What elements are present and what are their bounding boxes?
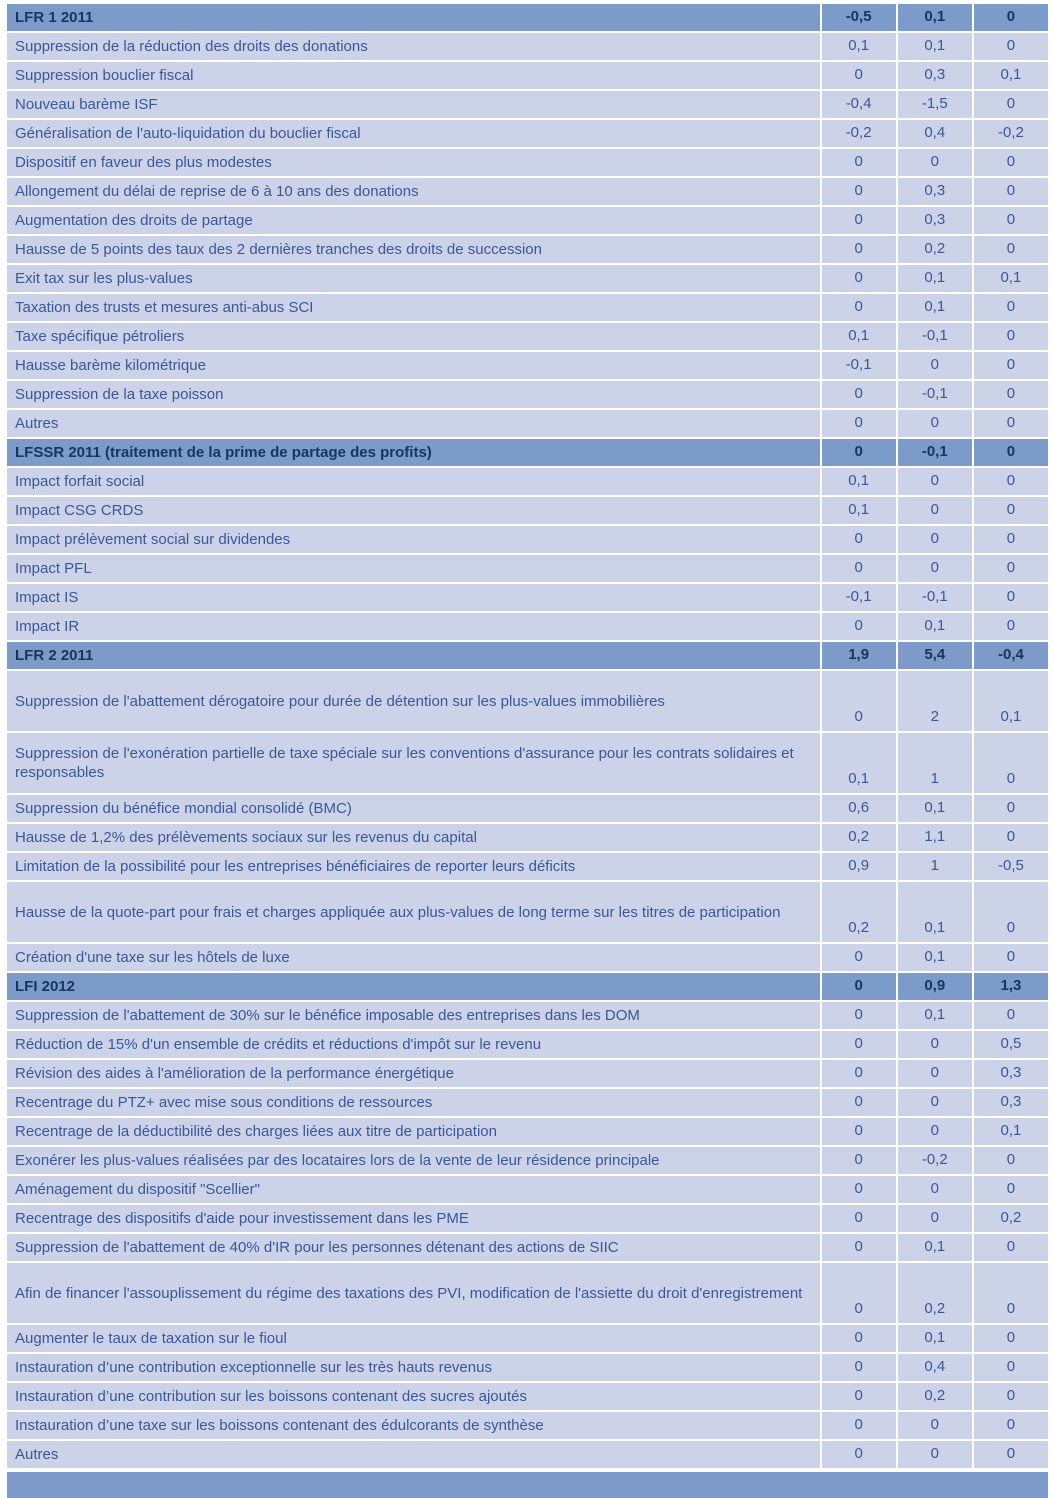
measure-label: Suppression de l'abattement dérogatoire pour durée de détention sur les plus-values immobilières — [7, 671, 820, 731]
section-header-row — [7, 642, 1048, 669]
measure-label: Taxe spécifique pétroliers — [7, 323, 820, 350]
value-cell: 0,1 — [896, 4, 972, 31]
value-cell: 0 — [972, 294, 1048, 321]
value-cell: 0 — [820, 1002, 896, 1029]
value-cell: 0 — [972, 236, 1048, 263]
value-cell: 0,1 — [896, 882, 972, 942]
value-cell: 0 — [896, 1205, 972, 1232]
table-row — [7, 352, 1048, 379]
value-cell: 0,1 — [896, 265, 972, 292]
value-cell: 0 — [896, 526, 972, 553]
value-cell: 0 — [972, 1412, 1048, 1439]
measure-label: Impact IR — [7, 613, 820, 640]
value-cell: 0,3 — [972, 1060, 1048, 1087]
value-cell: 0 — [820, 973, 896, 1000]
value-cell: 0,6 — [820, 795, 896, 822]
fiscal-measures-table — [7, 2, 1048, 1470]
value-cell: 0 — [972, 178, 1048, 205]
value-cell: 0,1 — [820, 733, 896, 793]
value-cell: 0 — [896, 1441, 972, 1468]
measure-label: Recentrage du PTZ+ avec mise sous conditions de ressources — [7, 1089, 820, 1116]
table-row — [7, 1441, 1048, 1468]
value-cell: 0,1 — [896, 294, 972, 321]
measure-label: Aménagement du dispositif "Scellier" — [7, 1176, 820, 1203]
measure-label: Suppression de l'abattement de 40% d'IR pour les personnes détenant des actions de SIIC — [7, 1234, 820, 1261]
measure-label: Limitation de la possibilité pour les entreprises bénéficiaires de reporter leurs déficits — [7, 853, 820, 880]
value-cell: 0 — [896, 1176, 972, 1203]
value-cell: 0,9 — [820, 853, 896, 880]
value-cell: -0,1 — [896, 381, 972, 408]
measure-label: Augmentation des droits de partage — [7, 207, 820, 234]
measure-label: Suppression de la taxe poisson — [7, 381, 820, 408]
value-cell: 0 — [820, 236, 896, 263]
value-cell: 5,4 — [896, 642, 972, 669]
value-cell: 0 — [972, 323, 1048, 350]
value-cell: 1,1 — [896, 824, 972, 851]
value-cell: 0 — [972, 1354, 1048, 1381]
value-cell: 0,4 — [896, 120, 972, 147]
value-cell: 0 — [972, 1234, 1048, 1261]
fiscal-measures-table-container — [7, 2, 1048, 1498]
table-row — [7, 795, 1048, 822]
value-cell: -0,4 — [972, 642, 1048, 669]
value-cell: 2 — [896, 671, 972, 731]
measure-label: Suppression de la réduction des droits des donations — [7, 33, 820, 60]
value-cell: 0 — [972, 33, 1048, 60]
table-row — [7, 1147, 1048, 1174]
value-cell: 0 — [820, 149, 896, 176]
value-cell: 0 — [896, 1060, 972, 1087]
table-row — [7, 733, 1048, 793]
value-cell: 0 — [972, 352, 1048, 379]
section-title: LFI 2012 — [7, 973, 820, 1000]
truncated-section-header-row — [7, 1472, 1048, 1498]
value-cell: -0,1 — [820, 352, 896, 379]
measure-label: Augmenter le taux de taxation sur le fioul — [7, 1325, 820, 1352]
value-cell: 0 — [972, 410, 1048, 437]
section-header-row — [7, 4, 1048, 31]
value-cell: 0 — [896, 1412, 972, 1439]
table-row — [7, 1325, 1048, 1352]
measure-label: Impact forfait social — [7, 468, 820, 495]
table-row — [7, 555, 1048, 582]
value-cell: 0 — [972, 555, 1048, 582]
value-cell: 0,1 — [896, 944, 972, 971]
value-cell: 0 — [896, 352, 972, 379]
value-cell: 0 — [820, 613, 896, 640]
value-cell: 0,2 — [820, 824, 896, 851]
table-row — [7, 497, 1048, 524]
value-cell: -0,5 — [820, 4, 896, 31]
value-cell: 0 — [896, 555, 972, 582]
value-cell: 0 — [820, 1031, 896, 1058]
value-cell: 0,4 — [896, 1354, 972, 1381]
value-cell: 0 — [820, 294, 896, 321]
value-cell: 0 — [896, 1118, 972, 1145]
table-row — [7, 671, 1048, 731]
table-row — [7, 1118, 1048, 1145]
measure-label: Hausse de 1,2% des prélèvements sociaux sur les revenus du capital — [7, 824, 820, 851]
table-row — [7, 613, 1048, 640]
table-row — [7, 1354, 1048, 1381]
value-cell: 0,2 — [896, 1263, 972, 1323]
value-cell: 0 — [820, 1118, 896, 1145]
table-row — [7, 323, 1048, 350]
value-cell: 0 — [820, 1234, 896, 1261]
table-row — [7, 1383, 1048, 1410]
value-cell: -0,2 — [820, 120, 896, 147]
measure-label: Hausse barème kilométrique — [7, 352, 820, 379]
value-cell: 0 — [972, 824, 1048, 851]
measure-label: Exonérer les plus-values réalisées par des locataires lors de la vente de leur résidence principale — [7, 1147, 820, 1174]
section-title: LFSSR 2011 (traitement de la prime de partage des profits) — [7, 439, 820, 466]
value-cell: -0,2 — [896, 1147, 972, 1174]
table-row — [7, 91, 1048, 118]
value-cell: 0 — [820, 1205, 896, 1232]
value-cell: 0,1 — [896, 1002, 972, 1029]
value-cell: 0,2 — [896, 1383, 972, 1410]
value-cell: 0 — [820, 410, 896, 437]
value-cell: 0,3 — [896, 62, 972, 89]
value-cell: 0 — [972, 1325, 1048, 1352]
value-cell: 0 — [820, 207, 896, 234]
value-cell: 0,2 — [896, 236, 972, 263]
value-cell: 0,1 — [820, 323, 896, 350]
section-header-row — [7, 439, 1048, 466]
measure-label: Instauration d’une contribution sur les boissons contenant des sucres ajoutés — [7, 1383, 820, 1410]
measure-label: Taxation des trusts et mesures anti-abus SCI — [7, 294, 820, 321]
table-row — [7, 178, 1048, 205]
value-cell: 0 — [972, 439, 1048, 466]
table-row — [7, 1234, 1048, 1261]
value-cell: 0 — [972, 91, 1048, 118]
table-row — [7, 149, 1048, 176]
value-cell: 0 — [972, 468, 1048, 495]
value-cell: -0,1 — [896, 439, 972, 466]
measure-label: Autres — [7, 410, 820, 437]
value-cell: 0,2 — [820, 882, 896, 942]
value-cell: 0,1 — [972, 671, 1048, 731]
value-cell: -1,5 — [896, 91, 972, 118]
measure-label: Recentrage de la déductibilité des charges liées aux titre de participation — [7, 1118, 820, 1145]
value-cell: 0 — [972, 1176, 1048, 1203]
table-row — [7, 1176, 1048, 1203]
measure-label: Hausse de 5 points des taux des 2 dernières tranches des droits de succession — [7, 236, 820, 263]
table-row — [7, 1089, 1048, 1116]
value-cell: 0 — [972, 584, 1048, 611]
measure-label: Généralisation de l'auto-liquidation du bouclier fiscal — [7, 120, 820, 147]
measure-label: Réduction de 15% d'un ensemble de crédits et réductions d'impôt sur le revenu — [7, 1031, 820, 1058]
value-cell: 1,3 — [972, 973, 1048, 1000]
value-cell: 0 — [820, 1325, 896, 1352]
measure-label: Création d'une taxe sur les hôtels de luxe — [7, 944, 820, 971]
value-cell: 0 — [820, 944, 896, 971]
table-row — [7, 265, 1048, 292]
value-cell: 0 — [972, 207, 1048, 234]
measure-label: Exit tax sur les plus-values — [7, 265, 820, 292]
value-cell: 0 — [972, 944, 1048, 971]
value-cell: 0,5 — [972, 1031, 1048, 1058]
value-cell: 0 — [896, 1031, 972, 1058]
value-cell: 0 — [972, 526, 1048, 553]
table-row — [7, 584, 1048, 611]
measure-label: Révision des aides à l'amélioration de la performance énergétique — [7, 1060, 820, 1087]
value-cell: 0,3 — [896, 207, 972, 234]
value-cell: 1,9 — [820, 642, 896, 669]
value-cell: -0,5 — [972, 853, 1048, 880]
value-cell: -0,2 — [972, 120, 1048, 147]
table-row — [7, 1263, 1048, 1323]
value-cell: 0 — [972, 497, 1048, 524]
value-cell: 1 — [896, 853, 972, 880]
value-cell: 0,9 — [896, 973, 972, 1000]
measure-label: Dispositif en faveur des plus modestes — [7, 149, 820, 176]
value-cell: 0,1 — [896, 795, 972, 822]
value-cell: 0 — [972, 381, 1048, 408]
value-cell: 0 — [972, 795, 1048, 822]
value-cell: 0 — [896, 1089, 972, 1116]
value-cell: 0,3 — [896, 178, 972, 205]
table-row — [7, 824, 1048, 851]
table-row — [7, 410, 1048, 437]
table-row — [7, 882, 1048, 942]
value-cell: 0 — [820, 265, 896, 292]
value-cell: 0 — [820, 555, 896, 582]
value-cell: -0,1 — [820, 584, 896, 611]
value-cell: 0,2 — [972, 1205, 1048, 1232]
measure-label: Suppression de l'abattement de 30% sur le bénéfice imposable des entreprises dans les DOM — [7, 1002, 820, 1029]
measure-label: Impact IS — [7, 584, 820, 611]
value-cell: 0 — [820, 1354, 896, 1381]
value-cell: 0 — [896, 468, 972, 495]
value-cell: 0,1 — [972, 1118, 1048, 1145]
value-cell: 0 — [972, 149, 1048, 176]
measure-label: Autres — [7, 1441, 820, 1468]
value-cell: 0 — [820, 178, 896, 205]
value-cell: 0,1 — [896, 1325, 972, 1352]
value-cell: -0,1 — [896, 584, 972, 611]
value-cell: -0,1 — [896, 323, 972, 350]
measure-label: Afin de financer l'assouplissement du régime des taxations des PVI, modification de l'assiette du droit d'enregistrement — [7, 1263, 820, 1323]
measure-label: Impact PFL — [7, 555, 820, 582]
value-cell: 0 — [972, 4, 1048, 31]
table-row — [7, 944, 1048, 971]
value-cell: 0,3 — [972, 1089, 1048, 1116]
value-cell: 0,1 — [820, 468, 896, 495]
value-cell: 0 — [820, 671, 896, 731]
value-cell: 0,1 — [820, 497, 896, 524]
measure-label: Instauration d’une contribution exceptionnelle sur les très hauts revenus — [7, 1354, 820, 1381]
value-cell: 0 — [820, 1383, 896, 1410]
value-cell: 0 — [820, 1263, 896, 1323]
value-cell: 0,1 — [896, 33, 972, 60]
value-cell: 0 — [972, 613, 1048, 640]
table-row — [7, 236, 1048, 263]
value-cell: 0 — [972, 1002, 1048, 1029]
value-cell: 0,1 — [972, 62, 1048, 89]
value-cell: 1 — [896, 733, 972, 793]
value-cell: -0,4 — [820, 91, 896, 118]
value-cell: 0 — [896, 149, 972, 176]
value-cell: 0 — [972, 882, 1048, 942]
table-row — [7, 1002, 1048, 1029]
measure-label: Impact CSG CRDS — [7, 497, 820, 524]
value-cell: 0,1 — [896, 613, 972, 640]
section-header-row — [7, 973, 1048, 1000]
table-row — [7, 853, 1048, 880]
measure-label: Nouveau barème ISF — [7, 91, 820, 118]
measure-label: Suppression de l'exonération partielle de taxe spéciale sur les conventions d'assurance pour les contrats solidaires et responsables — [7, 733, 820, 793]
measure-label: Suppression du bénéfice mondial consolidé (BMC) — [7, 795, 820, 822]
value-cell: 0 — [896, 497, 972, 524]
value-cell: 0 — [972, 733, 1048, 793]
section-title: LFR 2 2011 — [7, 642, 820, 669]
value-cell: 0,1 — [820, 33, 896, 60]
table-row — [7, 1060, 1048, 1087]
value-cell: 0 — [820, 1176, 896, 1203]
value-cell: 0 — [820, 381, 896, 408]
value-cell: 0 — [820, 439, 896, 466]
table-row — [7, 526, 1048, 553]
value-cell: 0,1 — [896, 1234, 972, 1261]
measure-label: Recentrage des dispositifs d'aide pour investissement dans les PME — [7, 1205, 820, 1232]
value-cell: 0 — [972, 1263, 1048, 1323]
value-cell: 0 — [820, 1412, 896, 1439]
value-cell: 0 — [820, 1060, 896, 1087]
value-cell: 0 — [820, 1441, 896, 1468]
table-row — [7, 62, 1048, 89]
value-cell: 0 — [820, 1089, 896, 1116]
table-row — [7, 294, 1048, 321]
measure-label: Impact prélèvement social sur dividendes — [7, 526, 820, 553]
value-cell: 0 — [820, 1147, 896, 1174]
table-row — [7, 1031, 1048, 1058]
value-cell: 0 — [820, 62, 896, 89]
value-cell: 0 — [972, 1441, 1048, 1468]
table-row — [7, 468, 1048, 495]
table-row — [7, 33, 1048, 60]
value-cell: 0 — [820, 526, 896, 553]
table-row — [7, 1412, 1048, 1439]
table-row — [7, 1205, 1048, 1232]
measure-label: Allongement du délai de reprise de 6 à 10 ans des donations — [7, 178, 820, 205]
value-cell: 0 — [972, 1147, 1048, 1174]
table-row — [7, 120, 1048, 147]
section-title: LFR 1 2011 — [7, 4, 820, 31]
measure-label: Suppression bouclier fiscal — [7, 62, 820, 89]
value-cell: 0 — [972, 1383, 1048, 1410]
value-cell: 0,1 — [972, 265, 1048, 292]
measure-label: Instauration d’une taxe sur les boissons contenant des édulcorants de synthèse — [7, 1412, 820, 1439]
table-row — [7, 381, 1048, 408]
value-cell: 0 — [896, 410, 972, 437]
table-row — [7, 207, 1048, 234]
measure-label: Hausse de la quote-part pour frais et charges appliquée aux plus-values de long terme sur les titres de participation — [7, 882, 820, 942]
